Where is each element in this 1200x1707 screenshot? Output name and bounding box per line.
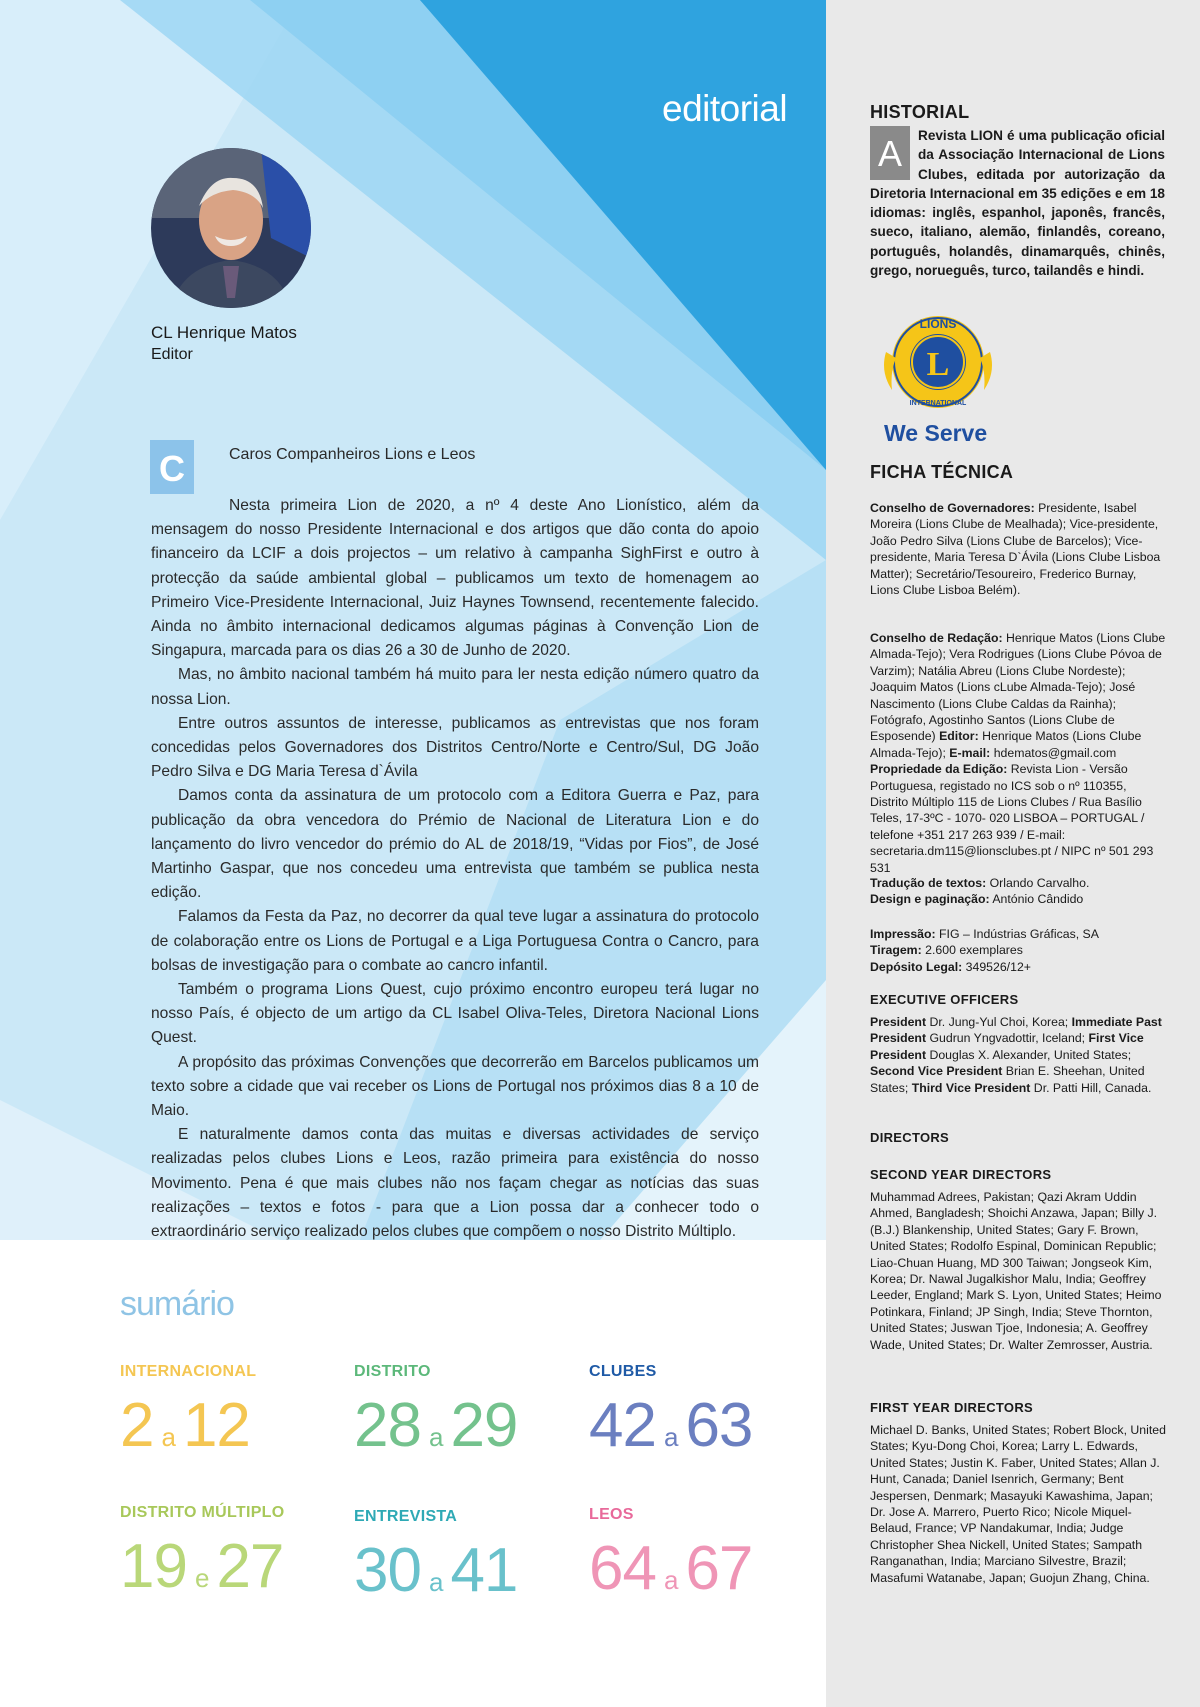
first-year-directors-title: FIRST YEAR DIRECTORS	[870, 1400, 1033, 1415]
label: First Vice President	[870, 1031, 1144, 1062]
label: Depósito Legal:	[870, 959, 963, 974]
value: Henrique Matos (Lions Clube Almada-Tejo); Vera Rodrigues (Lions Clube Póvoa de Varzim); Natália Abreu (Lions Clube Nordeste); Joaquim Matos (Lions cLube Almada-Tejo); José Nascimento (Lions Clube Caldas da Rainha); Fotógrafo, Agostinho Santos (Lions Clube de Esposende)	[870, 631, 1166, 744]
label: Immediate Past President	[870, 1015, 1162, 1046]
first-year-directors: Michael D. Banks, United States; Robert Block, United States; Kyu-Dong Choi, Korea; Larry L. Edwards, United States; Justin K. Faber, United States; Allan J. Hunt, Canada; Daniel Isenrich, Germany; Bent Jespersen, Denmark; Masayuki Kawashima, Japan; Dr. Jose A. Marrero, Puerto Rico; Nicole Miquel-Belaud, France; VP Nandakumar, India; Judge Christopher Shea Nickell, United States; Sampath Ranganathan, India; Marciano Silvestre, Brazil; Masafumi Watanabe, Japan; Guojun Zhang, China.	[870, 1423, 1166, 1585]
page-to: 27	[216, 1532, 284, 1601]
logo-bottom-text: INTERNATIONAL	[909, 400, 967, 407]
article-paragraph: Também o programa Lions Quest, cujo próximo encontro europeu terá lugar no nosso País, é objecto de um artigo da CL Isabel Oliva-Teles, Diretora Nacional Lions Quest.	[151, 981, 759, 1047]
traducao-design	[870, 875, 1167, 908]
second-year-directors: Muhammad Adrees, Pakistan; Qazi Akram Uddin Ahmed, Bangladesh; Shoichi Anzawa, Japan; Billy J. (B.J.) Blankenship, United States; Gary F. Brown, United States; Rodolfo Espinal, Dominican Republic; Liao-Chuan Huang, MD 300 Taiwan; Jongseok Kim, Korea; Dr. Nawal Jugalkishor Malu, India; Geoffrey Leeder, England; Mark S. Lyon, United States; Heimo Potinkara, Finland; JP Singh, India; Steve Thornton, United States; Juswan Tjoe, Indonesia; A. Geoffrey Wade, United States; Dr. Walter Zemrosser, Austria.	[870, 1190, 1162, 1352]
value: António Cândido	[989, 892, 1084, 907]
page-to: 63	[685, 1391, 753, 1460]
article-paragraph: A propósito das próximas Convenções que decorrerão em Barcelos publicamos um texto sobre a cidade que vai receber os Lions de Portugal nos próximos dias 8 a 10 de Maio.	[151, 1053, 759, 1120]
ficha-tecnica-title: FICHA TÉCNICA	[870, 462, 1014, 482]
value: FIG – Indústrias Gráficas, SA	[935, 927, 1099, 941]
value: Gudrun Yngvadottir, Iceland;	[926, 1031, 1086, 1046]
sumario-item-clubes[interactable]	[589, 1363, 752, 1468]
page-from: 2	[120, 1391, 154, 1460]
label: Tradução de textos:	[870, 876, 987, 890]
conselho-redacao	[870, 630, 1167, 876]
page-to: 67	[685, 1534, 753, 1603]
label: Third Vice President	[911, 1080, 1031, 1095]
sumario-pages	[589, 1534, 753, 1611]
we-serve-tagline: We Serve	[884, 420, 988, 446]
page-from: 28	[354, 1391, 421, 1460]
historial-text	[870, 126, 1165, 280]
page-to: 29	[450, 1391, 518, 1460]
editor-role: Editor	[151, 346, 193, 363]
historial-dropcap: A	[870, 126, 910, 180]
value: Presidente, Isabel Moreira (Lions Clube de Mealhada); Vice-presidente, João Pedro Silva (Lions Clube de Barcelos); Vice-presidente, Maria Teresa D`Ávila (Lions Clube Lisboa Matter); Secretário/Tesoureiro, Frederico Burnay, Lions Clube Lisboa Belém).	[870, 501, 1161, 598]
sumario-item-distrito-multiplo[interactable]	[120, 1504, 285, 1609]
sumario-label: ENTREVISTA	[354, 1508, 458, 1525]
sumario-item-distrito[interactable]	[354, 1363, 517, 1468]
page-from: 64	[589, 1534, 656, 1603]
executive-officers	[870, 1014, 1167, 1096]
sumario-label: DISTRITO MÚLTIPLO	[120, 1504, 285, 1521]
sumario-label: LEOS	[589, 1506, 634, 1523]
article-paragraph: Damos conta da assinatura de um protocolo com a Editora Guerra e Paz, para publicação da obra vencedora do Prémio de Nacional de Literatura Lion e do lançamento do livro vencedor do prémio do AL de 2018/19, “Vidas por Fios”, de José Martinho Gaspar, que nos concedeu uma entrevista que também se publica nesta edição.	[151, 787, 759, 902]
label: Editor:	[939, 729, 979, 744]
editor-portrait-icon	[151, 148, 311, 308]
label: Conselho de Governadores:	[870, 501, 1035, 515]
sumario-item-entrevista[interactable]	[354, 1508, 517, 1613]
value: Henrique Matos (Lions Clube Almada-Tejo);	[870, 729, 1142, 760]
editorial-article	[151, 494, 759, 1244]
value: Brian E. Sheehan, United States;	[870, 1064, 1145, 1095]
label: Propriedade da Edição:	[870, 762, 1008, 777]
page-to: 41	[450, 1536, 518, 1605]
sumario-pages	[120, 1391, 256, 1468]
page-sep: a	[428, 1567, 443, 1597]
page-from: 19	[120, 1532, 187, 1601]
page-from: 30	[354, 1536, 421, 1605]
value: 349526/12+	[962, 959, 1031, 974]
sumario-pages	[589, 1391, 753, 1468]
page-sep: a	[428, 1422, 443, 1452]
editor-photo	[151, 148, 311, 308]
impressao-tiragem	[870, 926, 1167, 975]
value: Douglas X. Alexander, United States;	[926, 1047, 1132, 1062]
article-paragraph: E naturalmente damos conta das muitas e diversas actividades de serviço realizadas pelos clubes Lions e Leos, razão primeira para existência do nosso Movimento. Pena é que mais clubes não nos façam chegar as notícias das suas realizações – textos e fotos - para que a Lion possa dar a conhecer todo o extraordinário serviço realizado pelos clubes que compõem o nosso Distrito Múltiplo.	[151, 1126, 759, 1241]
section-title: editorial	[662, 88, 788, 129]
editor-name: CL Henrique Matos	[151, 323, 297, 342]
sumario-label: CLUBES	[589, 1363, 657, 1380]
second-year-directors-title: SECOND YEAR DIRECTORS	[870, 1167, 1052, 1182]
directors-title: DIRECTORS	[870, 1130, 950, 1145]
executive-officers-title: EXECUTIVE OFFICERS	[870, 992, 1019, 1007]
label: Design e paginação:	[870, 892, 990, 907]
label: President	[870, 1015, 927, 1029]
page-sep: a	[663, 1422, 678, 1452]
sumario-pages	[120, 1532, 285, 1609]
historial-body: Revista LION é uma publicação oficial da Associação Internacional de Lions Clubes, editada por autorização da Diretoria Internacional em 35 edições e em 18 idiomas: inglês, espanhol, japonês, francês, sueco, italiano, alemão, finlandês, coreano, português, holandês, dinamarquês, chinês, grego, norueguês, turco, tailandês e hindi.	[870, 128, 1165, 279]
label: Conselho de Redação:	[870, 631, 1003, 645]
page-sep: e	[194, 1563, 209, 1593]
article-paragraph: Mas, no âmbito nacional também há muito para ler nesta edição número quatro da nossa Lion.	[151, 666, 759, 708]
conselho-governadores	[870, 500, 1167, 598]
sumario-pages	[354, 1536, 518, 1613]
label: Second Vice President	[870, 1064, 1003, 1079]
page-from: 42	[589, 1391, 656, 1460]
logo-letter: L	[926, 346, 950, 383]
page-to: 12	[182, 1391, 250, 1460]
article-paragraph: Falamos da Festa da Paz, no decorrer da qual teve lugar a assinatura do protocolo de colaboração entre os Lions de Portugal e a Liga Portuguesa Contra o Cancro, para bolsas de investigação para o combate ao cancro infantil.	[151, 908, 759, 974]
page-sep: a	[161, 1422, 175, 1452]
sumario-title: sumário	[120, 1285, 234, 1323]
label: Impressão:	[870, 927, 936, 941]
sumario-label: INTERNACIONAL	[120, 1363, 257, 1380]
page-sep: a	[663, 1565, 678, 1595]
article-paragraph: Entre outros assuntos de interesse, publicamos as entrevistas que nos foram concedidas pelos Governadores dos Distritos Centro/Norte e Centro/Sul, DG João Pedro Silva e DG Maria Teresa d`Ávila	[151, 714, 759, 781]
label: E-mail:	[949, 745, 991, 760]
editorial-greeting: Caros Companheiros Lions e Leos	[229, 446, 476, 463]
value: 2.600 exemplares	[921, 943, 1023, 958]
value: hdematos@gmail.com	[990, 745, 1117, 760]
historial-title: HISTORIAL	[870, 102, 970, 122]
value: Revista Lion - Versão Portuguesa, registado no ICS sob o nº 110355, Distrito Múltiplo 115 de Lions Clubes / Rua Basílio Teles, 17-3ºC - 1070- 020 LISBOA – PORTUGAL / telefone +351 217 263 939 / E-mail: secretaria.dm115@lionsclubes.pt / NIPC nº 501 293 531	[870, 762, 1154, 875]
value: Dr. Jung-Yul Choi, Korea;	[926, 1015, 1069, 1029]
value: Orlando Carvalho.	[986, 876, 1090, 890]
sumario-label: DISTRITO	[354, 1363, 431, 1380]
sumario-item-leos[interactable]	[589, 1506, 752, 1611]
sumario-item-internacional[interactable]	[120, 1363, 256, 1468]
value: Dr. Patti Hill, Canada.	[1030, 1080, 1152, 1095]
logo-top-text: LIONS	[919, 317, 957, 331]
lions-logo	[880, 312, 996, 412]
article-paragraph: Nesta primeira Lion de 2020, a nº 4 deste Ano Lionístico, além da mensagem do nosso Presidente Internacional e dos artigos que dão conta do apoio financeiro da LCIF a dois projectos – um relativo à campanha SighFirst e outro à protecção da saúde ambiental global – publicamos um texto de homenagem ao Primeiro Vice-Presidente Internacional, Juiz Haynes Townsend, recentemente falecido. Ainda no âmbito internacional dedicamos algumas páginas à Convenção Lion de Singapura, marcada para os dias 26 a 30 de Junho de 2020.	[151, 497, 759, 660]
sumario-pages	[354, 1391, 518, 1468]
editorial-dropcap: C	[150, 440, 194, 494]
label: Tiragem:	[870, 943, 922, 958]
